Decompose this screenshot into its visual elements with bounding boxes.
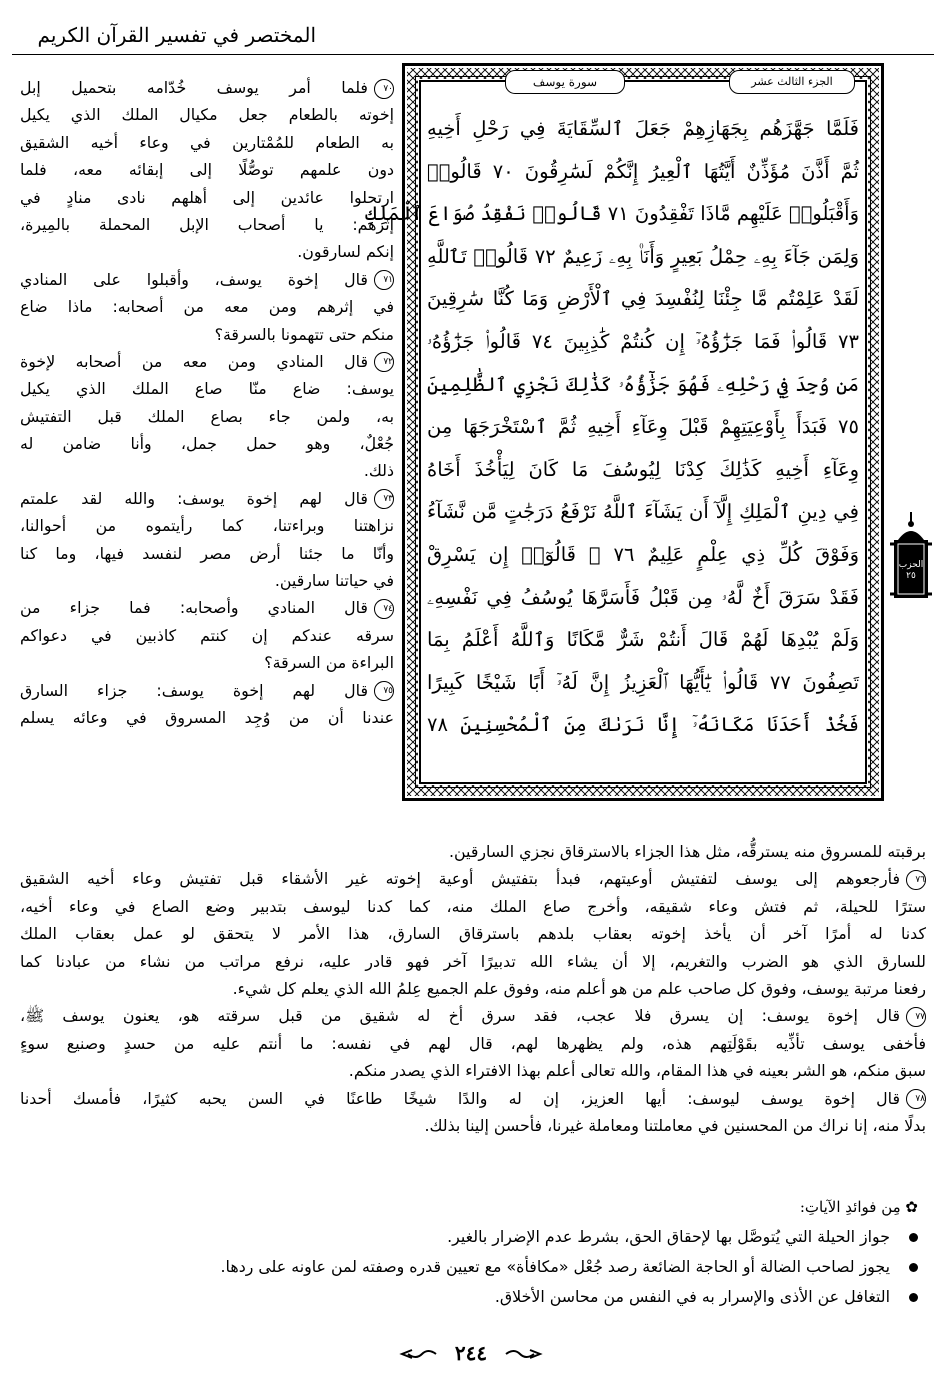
line-text: سترًا للحيلة، ثم فتش وعاء شقيقه، وأخرج صاع الملك منه، كما كدنا ليوسف بتدبير وضع الصاع في وعاء أخيه، — [20, 896, 926, 916]
benefit-text: التغافل عن الأذى والإسرار به في النفس من محاسن الأخلاق. — [494, 1287, 890, 1306]
page-header — [12, 16, 934, 60]
text-line — [20, 238, 394, 265]
text-line — [20, 893, 926, 920]
text-line — [20, 920, 926, 947]
text-line — [20, 1030, 926, 1057]
text-line — [20, 865, 926, 892]
text-line — [20, 622, 394, 649]
quran-line: مَن وُجِدَ فِي رَحْلِهِۦ فَهُوَ جَزَٰٓؤُهُۥ كَذَٰلِكَ نَجْزِي ٱلظَّٰلِمِينَ — [427, 372, 859, 396]
page-footer — [398, 1338, 544, 1368]
quran-line: وِعَآءِ أَخِيهِ كَذَٰلِكَ كِدْنَا لِيُوسُفَ مَا كَانَ لِيَأْخُذَ أَخَاهُ — [427, 457, 859, 481]
text-line — [20, 649, 394, 676]
text-line — [20, 457, 394, 484]
line-text: كدنا له أمرًا آخر أن يأخذ إخوته بعقاب بلدهم باسترقاق السارق، هذا الأمر لا يتحقق لو عمل بعقاب الملك — [20, 924, 926, 944]
text-line — [20, 512, 394, 539]
line-text: إنكم لسارقون. — [297, 242, 394, 262]
text-line — [20, 594, 394, 621]
benefit-item — [20, 1252, 926, 1282]
quran-text — [365, 108, 859, 747]
text-line — [20, 266, 394, 293]
line-text: في حياتنا سارقين. — [274, 571, 394, 591]
quran-line: فِي دِينِ ٱلْمَلِكِ إِلَّآ أَن يَشَآءَ ٱللَّهُ نَرْفَعُ دَرَجَٰتٍ مَّن نَّشَآءُ — [427, 500, 859, 524]
line-text: بدلًا منه، إنا نراك من المحسنين في معاملتنا ومعاملة غيرنا، فأحسن إلينا بذلك. — [424, 1115, 926, 1135]
line-text: قال لهم إخوة يوسف: والله لقد علمتم — [20, 488, 368, 508]
text-line — [20, 348, 394, 375]
text-line — [20, 975, 926, 1002]
line-text: إخوته بالطعام جعل مكيال الملك الذي يكيل — [20, 105, 394, 125]
text-line — [20, 1002, 926, 1029]
bullet-icon — [909, 1263, 918, 1272]
text-line — [20, 211, 394, 238]
quran-line: ثُمَّ أَذَّنَ مُؤَذِّنٌ أَيَّتُهَا ٱلْعِيرُ إِنَّكُمْ لَسَٰرِقُونَ ٧٠ قَالُوا۟ — [427, 159, 859, 183]
verse-number-badge: ٧٠ — [374, 79, 394, 99]
line-text: ارتحلوا عائدين إلى أهلهم نادى منادٍ في — [20, 187, 394, 207]
line-text: فأرجعوهم إلى يوسف لتفتيش أوعيتهم، فبدأ بتفتيش أوعية إخوته غير الأشقاء قبل تفتيش وعاء أخيه الشقيق — [20, 869, 900, 889]
text-line — [20, 1085, 926, 1112]
line-text: في إثرهم ومن معه من أصحابه: ماذا ضاع — [20, 297, 394, 317]
text-line — [20, 430, 394, 457]
text-line — [20, 677, 394, 704]
benefit-text: يجوز لصاحب الضالة أو الحاجة الضائعة رصد جُعْل «مكافأة» مع تعيين قدره وصفته لمن عاونه على ردها. — [220, 1257, 890, 1276]
line-text: جُعْلٌ، وهو حمل جمل، وأنا ضامن له — [20, 434, 394, 454]
quran-line: وَأَقْبَلُوا۟ عَلَيْهِم مَّاذَا تَفْقِدُونَ ٧١ قَالُوا۟ نَفْقِدُ صُوَاعَ ٱلْمَلِكِ — [365, 202, 859, 226]
text-line — [20, 293, 394, 320]
line-text: منكم حتى تتهمونا بالسرقة؟ — [214, 324, 394, 344]
benefit-item — [20, 1282, 926, 1312]
text-line — [20, 129, 394, 156]
verse-number-badge: ٧٢ — [374, 352, 394, 372]
line-text: فلما أمر يوسف خُدّامه بتحميل إبل — [20, 78, 368, 97]
line-text: قال إخوة يوسف ليوسف: أيها العزيز، إن له والدًا شيخًا طاعنًا في السن يحبه كثيرًا، فأمسك أحدنا — [20, 1088, 900, 1108]
text-line — [20, 948, 926, 975]
line-text: فأخفى يوسف تأذِّيه بقَوْلَتِهم هذه، ولم يظهرها لهم، قال لهم في نفسه: ما أنتم عليه من حسدٍ وصنيع سوءٍ — [20, 1033, 926, 1053]
line-text: سبق منكم، هو الشر بعينه في هذا المقام، والله تعالى أعلم بهذا الافتراء الذي يصدر منكم. — [348, 1061, 926, 1081]
hizb-label: الحزب ٢٥ — [898, 560, 924, 581]
line-text: سرقه عندكم إن كنتم كاذبين في دعواكم — [20, 625, 394, 645]
full-commentary — [20, 838, 926, 1139]
quran-line: وَلَمْ يُبْدِهَا لَهُمْ قَالَ أَنتُمْ شَرٌّ مَّكَانًا وَٱللَّهُ أَعْلَمُ بِمَا — [427, 628, 859, 652]
benefit-text: جواز الحيلة التي يُتوصَّل بها لإحقاق الحق، بشرط عدم الإضرار بالغير. — [447, 1227, 890, 1246]
bullet-icon — [909, 1233, 918, 1242]
line-text: قال المنادي وأصحابه: فما جزاء من — [20, 598, 368, 618]
quran-line: فَقَدْ سَرَقَ أَخٌ لَّهُۥ مِن قَبْلُ فَأَسَرَّهَا يُوسُفُ فِي نَفْسِهِۦ — [427, 585, 859, 609]
quran-line: ٧٣ قَالُوا۟ فَمَا جَزَٰٓؤُهُۥٓ إِن كُنتُمْ كَٰذِبِينَ ٧٤ قَالُوا۟ جَزَٰٓؤُهُۥ — [427, 329, 859, 353]
text-line — [20, 403, 394, 430]
text-line — [20, 704, 394, 731]
text-line — [20, 567, 394, 594]
verse-number-badge: ٧٧ — [906, 1007, 926, 1027]
text-line — [20, 74, 394, 101]
footer-ornament-right-icon — [506, 1348, 540, 1360]
verse-number-badge: ٧١ — [374, 270, 394, 290]
line-text: البراءة من السرقة؟ — [264, 653, 394, 673]
line-text: إثرهم: يا أصحاب الإبل المحملة بالمِيرة، — [20, 214, 394, 234]
quran-line: فَلَمَّا جَهَّزَهُم بِجَهَازِهِمْ جَعَلَ ٱلسِّقَايَةَ فِي رَحْلِ أَخِيهِ — [427, 117, 859, 140]
text-line — [20, 184, 394, 211]
book-title: المختصر في تفسير القرآن الكريم — [37, 23, 316, 47]
text-line — [20, 540, 394, 567]
verse-number-badge: ٧٨ — [906, 1089, 926, 1109]
text-line — [20, 485, 394, 512]
line-text: رفعنا مرتبة يوسف، وفوق كل صاحب علم من هو أعلم منه، وفوق علم الجميع عِلمُ الله الذي يعلم كل شيء. — [232, 978, 926, 998]
quran-line: تَصِفُونَ ٧٧ قَالُوا۟ يَٰٓأَيُّهَا ٱلْعَزِيزُ إِنَّ لَهُۥٓ أَبًا شَيْخًا كَبِيرًا — [427, 670, 859, 694]
hizb-marker-icon — [888, 510, 934, 606]
quran-line: لَقَدْ عَلِمْتُم مَّا جِئْنَا لِنُفْسِدَ فِي ٱلْأَرْضِ وَمَا كُنَّا سَٰرِقِينَ — [427, 287, 859, 311]
surah-label: سورة يوسف — [505, 70, 625, 94]
footer-ornament-left-icon — [402, 1348, 436, 1360]
line-text: به، ولمن جاء بصاع الملك قبل التفتيش — [20, 406, 394, 426]
line-text: قال لهم إخوة يوسف: جزاء السارق — [20, 680, 368, 700]
text-line — [20, 321, 394, 348]
line-text: قال المنادي ومن معه من أصحابه لإخوة — [20, 351, 368, 371]
juz-label: الجزء الثالث عشر — [729, 70, 855, 94]
header-rule — [12, 54, 934, 55]
verse-number-badge: ٧٦ — [906, 870, 926, 890]
text-line — [20, 156, 394, 183]
line-text: قال إخوة يوسف: إن يسرق فلا عجب، فقد سرق أخ له شقيق من قبل سرقته هو، يعنون يوسف ﷺ، — [20, 1006, 900, 1026]
text-line — [20, 838, 926, 865]
flower-icon: ✿ — [900, 1198, 918, 1216]
line-text: قال إخوة يوسف، وأقبلوا على المنادي — [20, 269, 368, 289]
line-text: عندنا أن من وُجِد المسروق في وعائه يسلم — [20, 707, 394, 727]
side-commentary — [20, 74, 394, 731]
line-text: برقبته للمسروق منه يسترقُّه، مثل هذا الجزاء بالاسترقاق نجزي السارقين. — [449, 842, 926, 861]
text-line — [20, 375, 394, 402]
verse-number-badge: ٧٥ — [374, 681, 394, 701]
line-text: يوسف: ضاع منّا صاع الملك الذي يكيل — [20, 379, 394, 399]
quran-frame — [365, 63, 884, 801]
quran-line: وَفَوْقَ كُلِّ ذِي عِلْمٍ عَلِيمٌ ٧٦ ۞ قَالُوٓا۟ إِن يَسْرِقْ — [427, 542, 859, 566]
hizb-marker — [888, 510, 934, 606]
verse-number-badge: ٧٣ — [374, 489, 394, 509]
text-line — [20, 1057, 926, 1084]
benefit-item — [20, 1222, 926, 1252]
quran-line: ٧٥ فَبَدَأَ بِأَوْعِيَتِهِمْ قَبْلَ وِعَآءِ أَخِيهِ ثُمَّ ٱسْتَخْرَجَهَا مِن — [427, 415, 859, 439]
line-text: دون علمهم توصُّلًا إلى إبقائه معه، فلما — [20, 160, 394, 180]
quran-line: فَخُذْ أَحَدَنَا مَكَانَهُۥٓ إِنَّا نَرَىٰكَ مِنَ ٱلْمُحْسِنِينَ ٧٨ — [427, 713, 859, 737]
line-text: نزاهتنا وبراءتنا، كما رأيتموه من أحوالنا، — [20, 516, 394, 536]
page-number: ٢٤٤ — [454, 1341, 488, 1365]
bullet-icon — [909, 1293, 918, 1302]
verse-number-badge: ٧٤ — [374, 599, 394, 619]
benefits-list — [20, 1222, 926, 1312]
line-text: للسارق الذي هو الضرب والتغريم، إلا أن يشاء الله تدبيرًا آخر فهو قادر عليه، نرفع مراتب من نشاء من عبادنا كما — [20, 951, 926, 971]
benefits-heading: ✿ مِن فوائدِ الآياتِ: — [799, 1198, 918, 1216]
line-text: وأنّا ما جئنا أرض مصر لنفسد فيها، وما كنا — [20, 543, 394, 563]
quran-line: وَلِمَن جَآءَ بِهِۦ حِمْلُ بَعِيرٍ وَأَنَا۠ بِهِۦ زَعِيمٌ ٧٢ قَالُوا۟ تَٱللَّهِ — [427, 244, 859, 268]
text-line — [20, 101, 394, 128]
line-text: ذلك. — [363, 461, 394, 481]
text-line — [20, 1112, 926, 1139]
benefits-section — [20, 1192, 926, 1312]
line-text: به الطعام للمُمْتارين في وعاء أخيه الشقيق — [20, 132, 394, 152]
